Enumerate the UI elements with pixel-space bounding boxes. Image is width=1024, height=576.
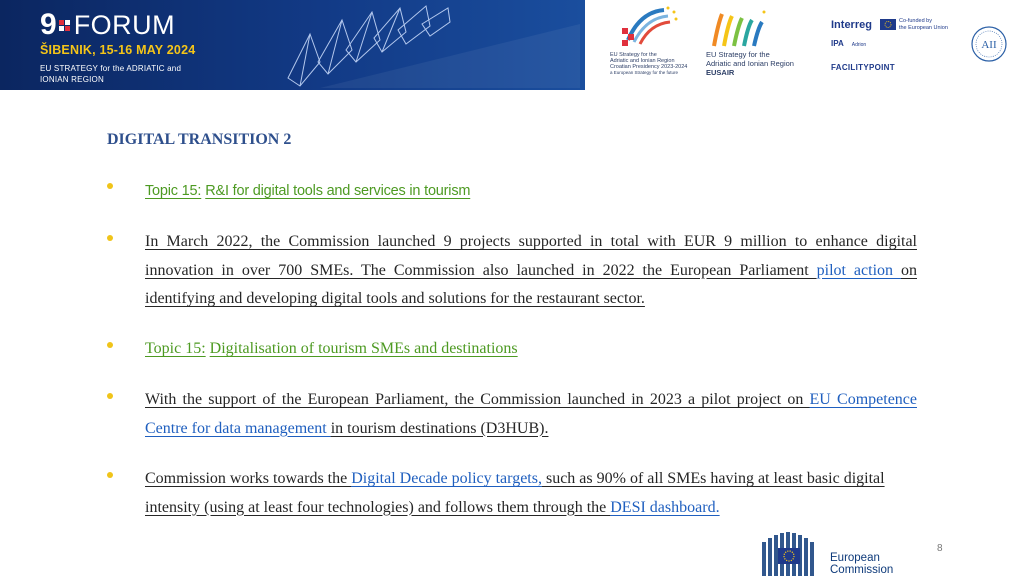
aii-seal-text: AII [981,39,997,51]
header-banner [0,0,1024,90]
forum-number: 9 [40,8,57,41]
bullet-dot-icon [107,393,113,399]
eusair-logo [706,10,811,86]
forum-subtitle-line2: IONIAN REGION [40,75,104,84]
ipa-label: IPA [831,39,844,48]
page-number: 8 [937,543,943,554]
bullet-text-3 [145,335,917,364]
forum-logo [40,10,195,85]
topic-label-3: Topic 15: [145,340,206,357]
bullet-dot-icon [107,342,113,348]
presidency-line1: EU Strategy for the [610,52,657,58]
cofunded-line2: the European Union [898,24,948,31]
bullet-2-text-before: In March 2022, the Commission launched 9 projects supported in total with EUR 9 million to enhance digital innovation in over 700 SMEs. The Commission also launched in 2022 the European Parliament [145,233,917,279]
bullet-2-text-after: on identifying and developing digital tools and solutions for the restaurant sector. [145,261,917,307]
eu-competence-centre-link[interactable]: EU Competence Centre for data management [145,391,917,437]
interreg-title: Interreg [831,18,872,31]
aii-seal-icon [971,26,1007,62]
bullet-text-5 [145,465,917,522]
presidency-line3: Croatian Presidency 2023-2024 [610,64,688,70]
bullet-text-1 [145,177,917,206]
eusair-line1: EU Strategy for the [706,50,770,59]
presidency-emblem-icon [620,6,680,46]
ec-line2: Commission [830,564,894,576]
european-commission-logo [760,532,894,576]
presidency-line2: Adriatic and Ionian Region [610,58,675,64]
partner-logos [585,0,1024,90]
bullet-text-2 [145,228,917,314]
slide-title: DIGITAL TRANSITION 2 [107,131,292,148]
ec-line1: European [830,552,880,564]
bullet-4-text-after: in tourism destinations (D3HUB). [330,419,549,437]
bullet-5-text-middle: such as 90% of all SMEs having at least basic digital intensity (using at least four technologies) and follows them through the [145,470,885,516]
eusair-emblem-icon [710,10,770,48]
forum-subtitle-line1: EU STRATEGY for the ADRIATIC and [40,64,182,73]
european-commission-emblem-icon [760,532,824,576]
topic-link-1[interactable]: R&I for digital tools and services in tourism [205,183,471,199]
cofunded-line1: Co-funded by [898,18,932,24]
eu-flag-icon [880,19,896,30]
forum-subtitle [40,63,195,85]
forum-banner [0,0,585,90]
forum-word: FORUM [73,10,176,40]
croatian-presidency-logo [610,6,695,86]
interreg-logo [831,18,961,74]
eusair-line3: EUSAIR [706,68,735,77]
aii-seal [971,26,1007,62]
presidency-line4: a European Strategy for the future [610,70,679,75]
pilot-action-link[interactable]: pilot action [816,261,901,279]
topic-label-1: Topic 15: [145,183,202,199]
topic-link-3[interactable]: Digitalisation of tourism SMEs and destinations [209,340,518,357]
bullet-dot-icon [107,235,113,241]
forum-mark-icon [59,20,70,31]
eusair-line2: Adriatic and Ionian Region [706,59,794,68]
ipa-suffix: Adrion [851,42,867,48]
bullet-4-text-before: With the support of the European Parliament, the Commission launched in 2023 a pilot project on [145,391,810,408]
decorative-sails-graphic [280,4,580,88]
bullet-5-text-before: Commission works towards the [145,470,352,487]
facility-point-label: FACILITYPOINT [831,63,895,72]
bullet-text-4 [145,386,917,443]
digital-decade-link[interactable]: Digital Decade policy targets, [351,470,542,487]
bullet-dot-icon [107,472,113,478]
bullet-dot-icon [107,183,113,189]
desi-dashboard-link[interactable]: DESI dashboard. [610,498,720,516]
forum-date: ŠIBENIK, 15-16 MAY 2024 [40,43,196,57]
